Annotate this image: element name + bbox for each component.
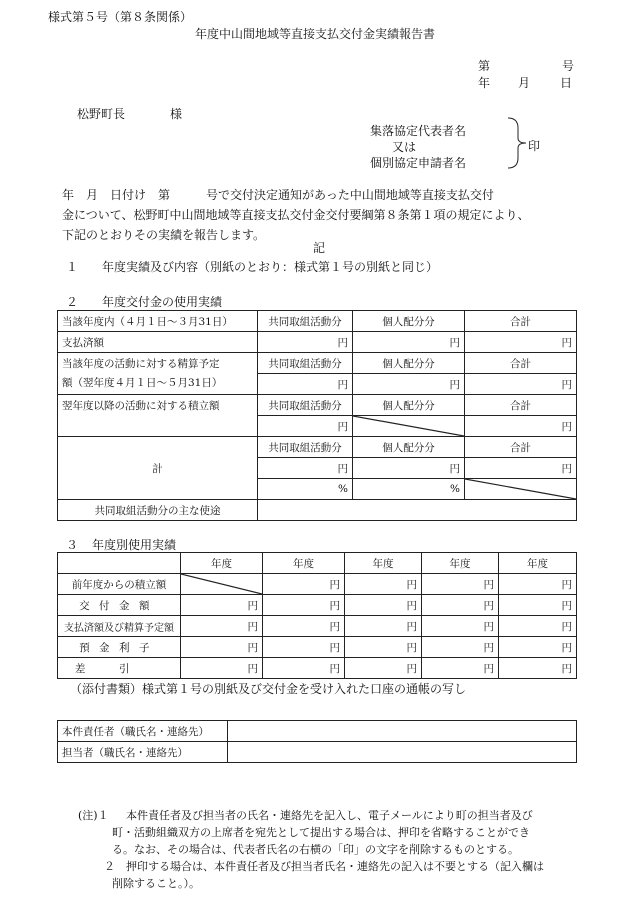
section-3-title: 年度別使用実績: [92, 538, 177, 552]
interest-cell[interactable]: 円: [181, 637, 263, 658]
note-2-line-2: 削除すること。）。: [112, 877, 200, 890]
row-total: 計: [58, 437, 258, 500]
sender-or: 又は: [392, 140, 417, 154]
row-settlement-line-2: 額（翌年度４月１日～５月31日）: [62, 376, 223, 389]
row-interest: 預金利子: [58, 637, 181, 658]
carryover-year-1-blank: [181, 574, 263, 595]
usage-cell[interactable]: [258, 500, 577, 521]
form-number: 様式第５号（第８条関係）: [48, 10, 193, 24]
note-2-line-1: 押印する場合は、本件責任者及び担当者氏名・連絡先の記入は不要とする（記入欄は: [126, 860, 544, 873]
note-1-line-1: 本件責任者及び担当者の氏名・連絡先を記入し、電子メールにより町の担当者及び: [126, 809, 533, 822]
row-usage: 共同取組活動分の主な使途: [58, 500, 258, 521]
attachment-note: （添付書類）様式第１号の別紙及び交付金を受け入れた口座の通帳の写し: [70, 682, 467, 696]
row-settlement-line-1: 当該年度の活動に対する精算予定: [62, 357, 220, 370]
document-number-label: 第: [478, 59, 491, 73]
year-header-4: 年度: [422, 553, 499, 574]
responsible-person-label: 本件責任者（職氏名・連絡先）: [58, 721, 228, 742]
ratio-total-blank: [465, 479, 577, 500]
section-2-number: ２: [66, 295, 79, 309]
settle-personal-cell[interactable]: 円: [353, 374, 465, 395]
usage-table: [57, 310, 577, 521]
paid-joint-cell[interactable]: 円: [258, 332, 353, 353]
paid-settle-cell[interactable]: 円: [263, 616, 345, 637]
yearly-table: [57, 552, 577, 679]
balance-cell[interactable]: 円: [181, 658, 263, 679]
header-total: 合計: [465, 437, 577, 458]
reserve-joint-cell[interactable]: 円: [258, 416, 353, 437]
year-header-1: 年度: [181, 553, 263, 574]
balance-cell[interactable]: 円: [345, 658, 422, 679]
diagonal-line-icon: [353, 416, 464, 436]
paid-settle-cell[interactable]: 円: [181, 616, 263, 637]
grant-cell[interactable]: 円: [499, 595, 577, 616]
carryover-cell[interactable]: 円: [499, 574, 577, 595]
year-header-5: 年度: [499, 553, 577, 574]
section-3-number: ３: [66, 538, 79, 552]
paid-settle-cell[interactable]: 円: [422, 616, 499, 637]
settle-total-cell[interactable]: 円: [465, 374, 577, 395]
header-joint: 共同取組活動分: [258, 395, 353, 416]
section-2-title: 年度交付金の使用実績: [102, 295, 223, 309]
staff-field[interactable]: [228, 742, 577, 763]
date-year: 年: [478, 76, 491, 90]
paid-total-cell[interactable]: 円: [465, 332, 577, 353]
note-1-line-3: る。なお、その場合は、代表者氏名の右横の「印」の文字を削除するものとする。: [112, 843, 519, 856]
carryover-cell[interactable]: 円: [263, 574, 345, 595]
staff-label: 担当者（職氏名・連絡先）: [58, 742, 228, 763]
header-joint: 共同取組活動分: [258, 353, 353, 374]
row-current-year: 当該年度内（４月１日～３月31日）: [58, 311, 258, 332]
addressee-name: 松野町長: [77, 107, 126, 121]
header-personal: 個人配分分: [353, 395, 465, 416]
header-personal: 個人配分分: [353, 353, 465, 374]
row-carryover: 前年度からの積立額: [58, 574, 181, 595]
ki-heading: 記: [313, 241, 326, 255]
interest-cell[interactable]: 円: [263, 637, 345, 658]
note-prefix: (注)１: [78, 809, 109, 822]
balance-cell[interactable]: 円: [422, 658, 499, 679]
balance-cell[interactable]: 円: [263, 658, 345, 679]
yearly-header-blank: [58, 553, 181, 574]
diagonal-line-icon: [181, 574, 262, 594]
paid-settle-cell[interactable]: 円: [499, 616, 577, 637]
paid-personal-cell[interactable]: 円: [353, 332, 465, 353]
row-paid-settle: 支払済額及び精算予定額: [58, 616, 181, 637]
paid-settle-cell[interactable]: 円: [345, 616, 422, 637]
header-total: 合計: [465, 395, 577, 416]
header-total: 合計: [465, 353, 577, 374]
note-2-number: ２: [104, 860, 115, 873]
reserve-total-cell[interactable]: 円: [465, 416, 577, 437]
sender-representative: 集落協定代表者名: [370, 124, 467, 138]
ratio-joint-cell[interactable]: %: [258, 479, 353, 500]
addressee-honorific: 様: [170, 107, 183, 121]
carryover-cell[interactable]: 円: [345, 574, 422, 595]
section-1-text: 年度実績及び内容（別紙のとおり：様式第１号の別紙と同じ）: [102, 260, 439, 274]
year-header-3: 年度: [345, 553, 422, 574]
grant-cell[interactable]: 円: [422, 595, 499, 616]
balance-cell[interactable]: 円: [499, 658, 577, 679]
sender-applicant: 個別協定申請者名: [370, 156, 467, 170]
header-joint: 共同取組活動分: [258, 311, 353, 332]
interest-cell[interactable]: 円: [499, 637, 577, 658]
responsible-person-field[interactable]: [228, 721, 577, 742]
row-paid: 支払済額: [58, 332, 258, 353]
header-personal: 個人配分分: [353, 437, 465, 458]
reserve-personal-blank: [353, 416, 465, 437]
seal-mark: 印: [528, 139, 541, 153]
total-total-cell[interactable]: 円: [465, 458, 577, 479]
year-header-2: 年度: [263, 553, 345, 574]
note-1-line-2: 町・活動組織双方の上席者を宛先として提出する場合は、押印を省略することができ: [112, 826, 530, 839]
row-reserve: 翌年度以降の活動に対する積立額: [58, 395, 258, 437]
interest-cell[interactable]: 円: [422, 637, 499, 658]
section-1-number: １: [66, 260, 79, 274]
carryover-cell[interactable]: 円: [422, 574, 499, 595]
row-balance: 差引: [58, 658, 181, 679]
document-number-suffix: 号: [562, 59, 575, 73]
body-line-3: 下記のとおりその実績を報告します。: [62, 228, 266, 242]
total-joint-cell[interactable]: 円: [258, 458, 353, 479]
grant-cell[interactable]: 円: [345, 595, 422, 616]
row-settlement: [58, 353, 258, 395]
grant-cell[interactable]: 円: [263, 595, 345, 616]
contact-table: [57, 720, 577, 763]
grant-cell[interactable]: 円: [181, 595, 263, 616]
ratio-personal-cell[interactable]: %: [353, 479, 465, 500]
body-line-2: 金について、松野町中山間地域等直接支払交付金交付要綱第８条第１項の規定により、: [62, 208, 530, 222]
date-month: 月: [518, 76, 531, 90]
interest-cell[interactable]: 円: [345, 637, 422, 658]
date-day: 日: [560, 76, 573, 90]
row-grant-amount: 交付金額: [58, 595, 181, 616]
header-joint: 共同取組活動分: [258, 437, 353, 458]
body-line-1: 年 月 日付け 第 号で交付決定通知があった中山間地域等直接支払交付: [62, 188, 494, 202]
header-personal: 個人配分分: [353, 311, 465, 332]
header-total: 合計: [465, 311, 577, 332]
diagonal-line-icon: [465, 479, 576, 499]
settle-joint-cell[interactable]: 円: [258, 374, 353, 395]
total-personal-cell[interactable]: 円: [353, 458, 465, 479]
page-title: 年度中山間地域等直接支払交付金実績報告書: [195, 27, 436, 41]
